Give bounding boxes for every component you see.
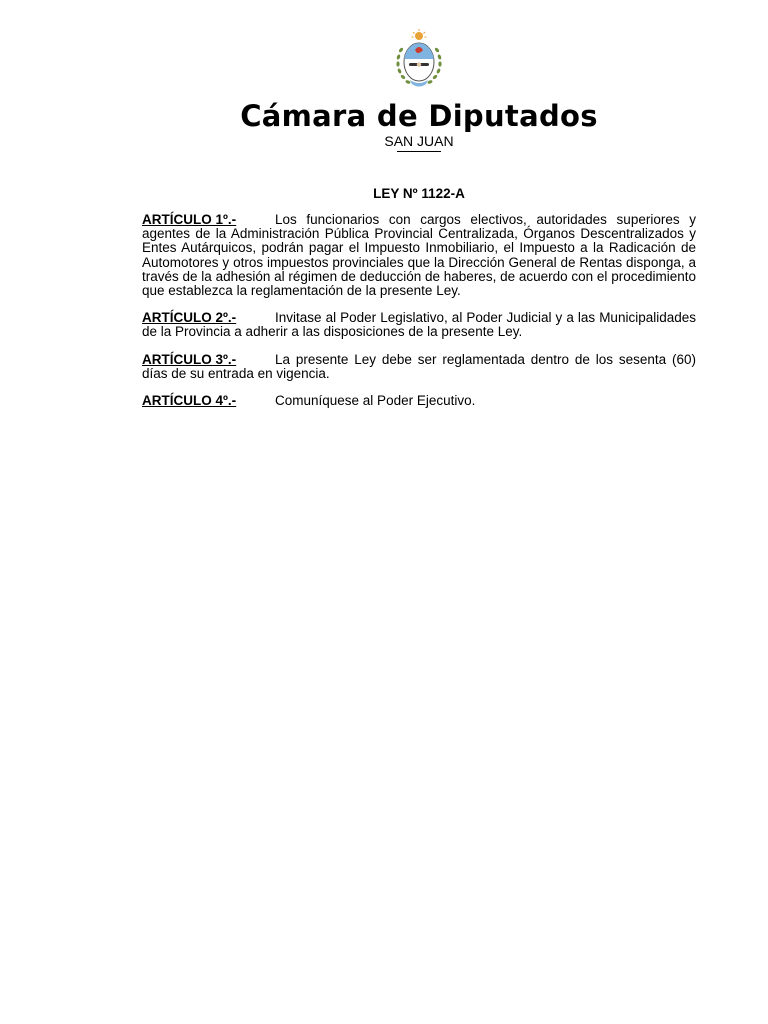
article-label: ARTÍCULO 1º.- [142, 212, 237, 227]
article-label: ARTÍCULO 3º.- [142, 351, 237, 367]
chamber-title: Cámara de Diputados [240, 99, 598, 133]
article-1 [142, 213, 696, 298]
article-label: ARTÍCULO 4º.- [142, 393, 237, 409]
article-2 [142, 311, 696, 339]
law-body [142, 213, 696, 421]
province-name: SAN JUAN [384, 133, 454, 149]
article-text: Los funcionarios con cargos electivos, autoridades superiores y agentes de la Administración Pública Provincial Centralizada, Órganos Descentralizados y Entes Autárquicos, podrán pagar el Impuesto Inmobiliario, el Impuesto a la Radicación de Automotores y otros impuestos provinciales que la Dirección General de Rentas disponga, a través de la adhesión al régimen de deducción de haberes, de acuerdo con el procedimiento que establezca la reglamentación de la presente Ley. [142, 212, 696, 299]
article-label: ARTÍCULO 2º.- [142, 310, 237, 326]
article-4 [142, 394, 696, 408]
article-text: La presente Ley debe ser reglamentada dentro de los sesenta (60) días de su entrada en vigencia. [142, 351, 696, 381]
province-underline [397, 151, 441, 152]
coat-of-arms-san-juan-icon [392, 28, 446, 92]
law-number: LEY Nº 1122-A [373, 186, 465, 201]
article-3 [142, 353, 696, 381]
article-text: Comuníquese al Poder Ejecutivo. [275, 393, 476, 409]
article-text: Invitase al Poder Legislativo, al Poder Judicial y a las Municipalidades de la Provincia a adherir a las disposiciones de la presente Ley. [142, 310, 696, 340]
